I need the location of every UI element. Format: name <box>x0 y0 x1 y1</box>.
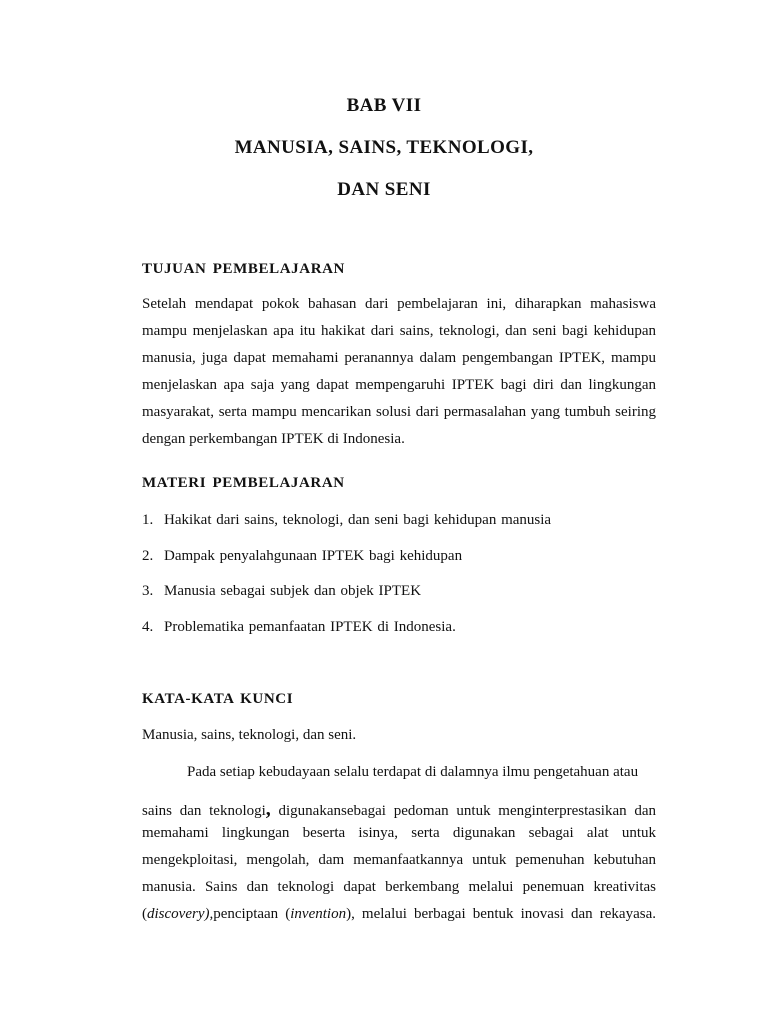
chapter-number: BAB VII <box>346 95 422 116</box>
chapter-title-line1: MANUSIA, SAINS, TEKNOLOGI, <box>234 137 534 158</box>
list-item <box>142 619 456 636</box>
body-line-6-mid: penciptaan ( <box>213 906 291 922</box>
list-item <box>142 583 421 600</box>
body-line-2-comma: , <box>265 798 271 820</box>
tujuan-heading: TUJUAN PEMBELAJARAN <box>142 261 345 277</box>
body-line-6-open: ( <box>142 906 147 922</box>
term-discovery: discovery), <box>147 906 214 922</box>
body-line-2-rest: digunakansebagai pedoman untuk menginterprestasikan dan <box>270 803 656 819</box>
body-line-6 <box>142 906 656 923</box>
list-item <box>142 548 462 565</box>
list-item-number: 3. <box>142 583 154 599</box>
kata-kunci-text: Manusia, sains, teknologi, dan seni. <box>142 727 357 743</box>
body-line-5: manusia. Sains dan teknologi dapat berkembang melalui penemuan kreativitas <box>142 879 656 895</box>
tujuan-paragraph: Setelah mendapat pokok bahasan dari pembelajaran ini, diharapkan mahasiswa mampu menjelaskan apa itu hakikat dari sains, teknologi, dan seni bagi kehidupan manusia, juga dapat memahami peranannya dalam pengembangan IPTEK, mampu menjelaskan apa saja yang dapat mempengaruhi IPTEK bagi diri dan lingkungan masyarakat, serta mampu mencarikan solusi dari permasalahan yang tumbuh seiring dengan perkembangan IPTEK di Indonesia. <box>142 296 656 447</box>
body-line-2-start: sains dan teknologi <box>142 803 266 819</box>
list-item <box>142 512 551 529</box>
body-line-3: memahami lingkungan beserta isinya, serta digunakan sebagai alat untuk <box>142 825 656 841</box>
body-line-2 <box>142 798 656 821</box>
list-item-text: Dampak penyalahgunaan IPTEK bagi kehidupan <box>164 548 463 564</box>
materi-heading: MATERI PEMBELAJARAN <box>142 475 345 491</box>
body-line-6-end: ), melalui berbagai bentuk inovasi dan rekayasa. <box>346 906 656 922</box>
list-item-number: 2. <box>142 548 154 564</box>
kata-kunci-heading: KATA-KATA KUNCI <box>142 691 294 707</box>
list-item-number: 4. <box>142 619 154 635</box>
list-item-text: Hakikat dari sains, teknologi, dan seni bagi kehidupan manusia <box>164 512 552 528</box>
list-item-text: Manusia sebagai subjek dan objek IPTEK <box>164 583 422 599</box>
term-invention: invention <box>290 906 347 922</box>
list-item-number: 1. <box>142 512 154 528</box>
body-line-4: mengekploitasi, mengolah, dam memanfaatkannya untuk pemenuhan kebutuhan <box>142 852 656 868</box>
list-item-text: Problematika pemanfaatan IPTEK di Indonesia. <box>164 619 456 635</box>
chapter-title-line2: DAN SENI <box>337 179 431 200</box>
body-line-1: Pada setiap kebudayaan selalu terdapat di dalamnya ilmu pengetahuan atau <box>187 764 639 780</box>
